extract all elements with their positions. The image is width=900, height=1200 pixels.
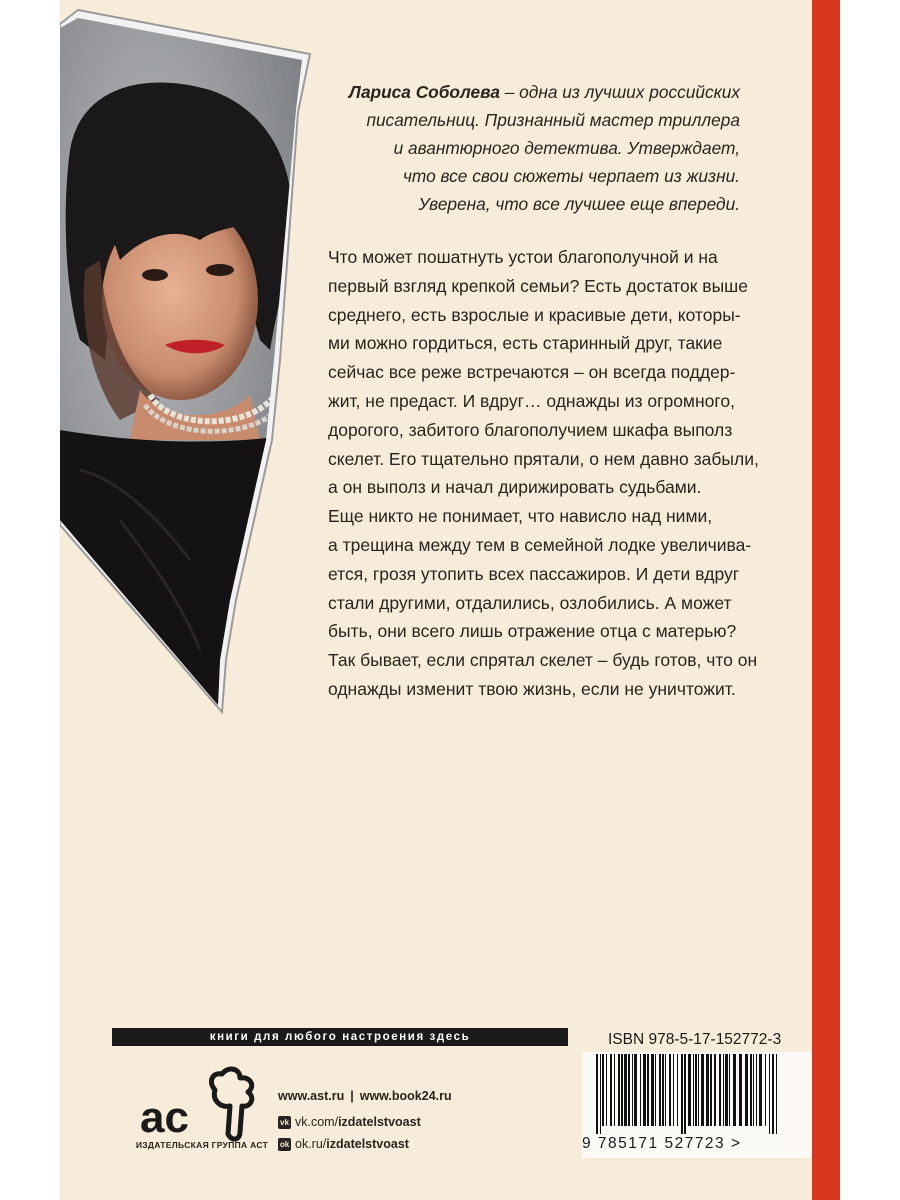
slogan-banner: книги для любого настроения здесь [112, 1028, 568, 1046]
barcode-bar [647, 1054, 649, 1126]
barcode-bar [745, 1054, 748, 1126]
svg-text:ac: ac [140, 1093, 189, 1142]
barcode-bar [684, 1054, 686, 1134]
description-line: Еще никто не понимает, что нависло над ними, [328, 506, 713, 527]
barcode-bar [606, 1054, 607, 1126]
vk-icon: vk [278, 1116, 291, 1129]
barcode-bar [643, 1054, 646, 1126]
description-line: быть, они всего лишь отражение отца с матерью? [328, 621, 737, 642]
back-cover [60, 0, 812, 1200]
barcode-digits: 9 785171 527723 > [582, 1135, 742, 1152]
barcode-bar [681, 1054, 683, 1134]
book-description [328, 243, 758, 704]
barcode-bar [621, 1054, 623, 1126]
description-line: скелет. Его тщательно прятали, о нем давно забыли, [328, 448, 759, 469]
barcode-bar [662, 1054, 664, 1126]
barcode-bar [610, 1054, 612, 1126]
barcode-bar [628, 1054, 630, 1126]
barcode-bar [596, 1054, 598, 1134]
barcode-bar [651, 1054, 654, 1126]
barcode-bar [756, 1054, 757, 1126]
barcode-bar [733, 1054, 736, 1126]
barcode-bar [701, 1054, 704, 1126]
barcode-bar [772, 1054, 774, 1134]
barcode-bar [710, 1054, 712, 1126]
author-photo [60, 0, 320, 720]
isbn-label: ISBN 978-5-17-152772-3 [608, 1031, 782, 1048]
barcode-bar [714, 1054, 716, 1126]
author-photo-graphic [60, 0, 320, 720]
barcode-bar [698, 1054, 699, 1126]
link-separator: | [350, 1089, 354, 1103]
author-bio [330, 78, 740, 218]
barcode-bar [693, 1054, 694, 1126]
bio-line: Уверена, что все лучшее еще впереди. [418, 194, 740, 214]
description-line: сейчас все реже встречаются – он всегда поддер- [328, 362, 736, 383]
site-link-ast[interactable]: www.ast.ru [278, 1089, 345, 1103]
barcode-bar [729, 1054, 730, 1126]
bio-line: и авантюрного детектива. Утверждает, [393, 138, 740, 158]
barcode-bar [725, 1054, 728, 1126]
publisher-caption: ИЗДАТЕЛЬСКАЯ ГРУППА АСТ [135, 1140, 269, 1150]
barcode-bar [600, 1054, 601, 1134]
barcode-bar [669, 1054, 671, 1126]
description-line: первый взгляд крепкой семьи? Есть достаток выше [328, 275, 748, 296]
description-line: однажды изменит твою жизнь, если не уничтожит. [328, 678, 736, 699]
barcode-bar [706, 1054, 709, 1126]
barcode-bar [602, 1054, 604, 1126]
ok-icon: ok [279, 1139, 290, 1149]
barcode-bar [753, 1054, 754, 1126]
barcode-bar [634, 1054, 637, 1126]
author-name: Лариса Соболева [348, 82, 500, 102]
barcode-bar [719, 1054, 721, 1126]
bio-line: писательниц. Признанный мастер триллера [366, 110, 740, 130]
ok-link[interactable]: ok.ru/izdatelstvoast [295, 1137, 409, 1151]
barcode-bar [614, 1054, 615, 1126]
description-line: среднего, есть взрослые и красивые дети, которы- [328, 304, 741, 325]
description-line: ми можно гордиться, есть старинный друг, такие [328, 333, 723, 354]
vk-link[interactable]: vk.com/izdatelstvoast [295, 1115, 421, 1129]
description-line: а он выполз и начал дирижировать судьбами. [328, 477, 702, 498]
barcode-bar [695, 1054, 697, 1126]
description-line: Так бывает, если спрятал скелет – будь готов, что он [328, 650, 758, 671]
description-line: Что может пошатнуть устои благополучной и на [328, 247, 718, 267]
bio-line: – одна из лучших российских [499, 82, 740, 102]
barcode-bar [640, 1054, 641, 1126]
barcode-bar [624, 1054, 627, 1126]
barcode-bar [665, 1054, 666, 1126]
description-line: дорогого, забитого благополучием шкафа выполз [328, 419, 733, 440]
ast-logo-icon [120, 1062, 280, 1152]
barcode-bar [655, 1054, 656, 1126]
barcode-bar [618, 1054, 620, 1126]
description-line: стали другими, отдалились, озлобились. А может [328, 592, 732, 613]
barcode-bar [765, 1054, 766, 1126]
description-line: а трещина между тем в семейной лодке увеличива- [328, 534, 752, 555]
barcode-bar [673, 1054, 674, 1126]
description-line: ется, грозя утопить всех пассажиров. И дети вдруг [328, 563, 740, 584]
barcode-bar [632, 1054, 633, 1126]
site-link-book24[interactable]: www.book24.ru [359, 1089, 452, 1103]
barcode-bar [769, 1054, 770, 1134]
barcode-graphic [594, 1054, 804, 1134]
publisher-links [278, 1085, 452, 1155]
barcode-bar [659, 1054, 661, 1126]
barcode-bar [723, 1054, 724, 1126]
barcode-bar [776, 1054, 777, 1134]
barcode-bar [750, 1054, 752, 1126]
description-line: жит, не предаст. И вдруг… однажды из огромного, [328, 390, 735, 411]
barcode-bar [688, 1054, 691, 1126]
red-spine-stripe [812, 0, 840, 1200]
barcode-bar [677, 1054, 678, 1126]
barcode-bar [759, 1054, 762, 1126]
bio-line: что все свои сюжеты черпает из жизни. [402, 166, 740, 186]
barcode-bar [739, 1054, 742, 1126]
